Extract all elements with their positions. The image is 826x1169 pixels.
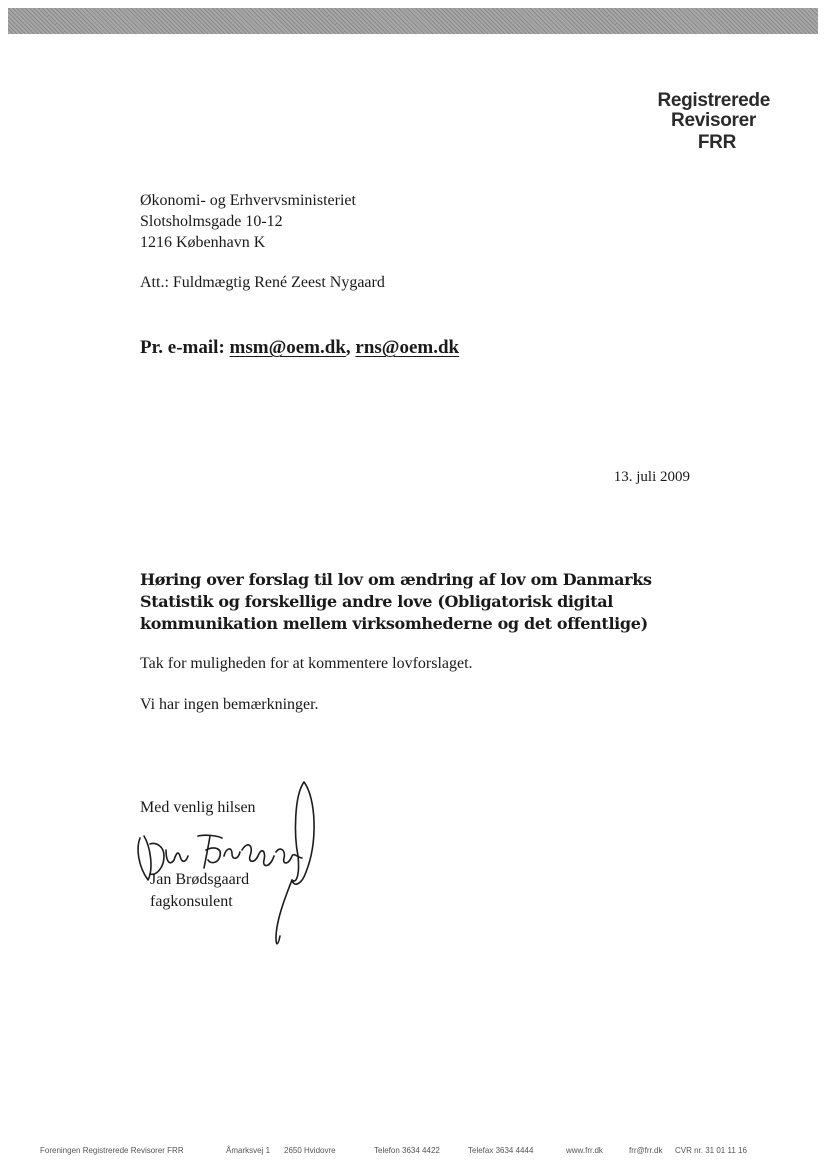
closing-salutation: Med venlig hilsen [140,799,256,816]
letter-date: 13. juli 2009 [613,469,690,485]
email-link-msm[interactable]: msm@oem.dk [229,337,346,358]
footer-web[interactable]: www.frr.dk [566,1146,603,1155]
logo-line-3: FRR [697,132,736,153]
signer-title: fagkonsulent [150,893,233,910]
footer-email[interactable]: frr@frr.dk [629,1146,663,1155]
scan-header-bar [8,8,818,34]
footer-street: Åmarksvej 1 [226,1146,271,1155]
frr-logo [657,91,770,153]
body-paragraph-2: Vi har ingen bemærkninger. [140,696,319,713]
delivery-label: Pr. e-mail: [140,337,225,358]
footer-fax: Telefax 3634 4444 [468,1146,534,1155]
signer-block [150,869,249,913]
delivery-line [140,337,459,358]
body-paragraph-1: Tak for muligheden for at kommentere lovforslaget. [140,655,473,672]
footer-city: 2650 Hvidovre [284,1146,336,1155]
logo-line-1: Registrerede [657,90,770,111]
recipient-street: Slotsholmsgade 10-12 [140,213,283,230]
attention-line: Att.: Fuldmægtig René Zeest Nygaard [140,274,385,291]
footer-cvr: CVR nr. 31 01 11 16 [675,1146,747,1155]
email-link-rns[interactable]: rns@oem.dk [355,337,460,358]
footer-phone: Telefon 3634 4422 [374,1146,440,1155]
handwritten-signature [126,776,326,948]
recipient-organization: Økonomi- og Erhvervsministeriet [140,192,356,209]
footer-org: Foreningen Registrerede Revisorer FRR [40,1146,184,1155]
email-separator: , [345,337,356,358]
recipient-city: 1216 København K [140,234,266,251]
subject-heading: Høring over forslag til lov om ændring af lov om Danmarks Statistik og forskellige andre love (Obligatorisk digital kommunikation mellem virksomhederne og det offentlige) [140,570,652,633]
logo-line-2: Revisorer [671,110,756,131]
signer-name: Jan Brødsgaard [150,871,250,888]
recipient-address [140,190,356,253]
